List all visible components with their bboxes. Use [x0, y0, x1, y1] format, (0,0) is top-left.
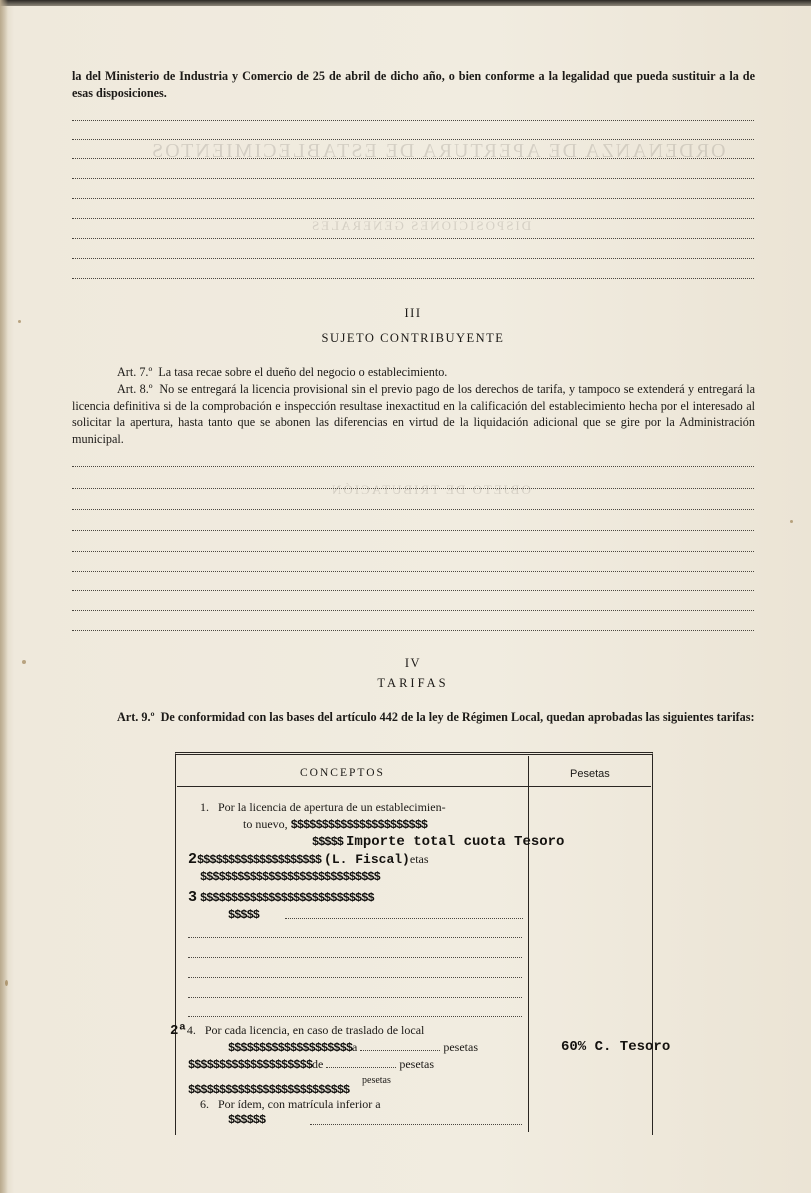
item-4-typed-mark: 2ª [170, 1023, 187, 1039]
item-6-text: Por ídem, con matrícula inferior a [218, 1097, 381, 1111]
article-7 [72, 364, 755, 381]
item-2-typed-note: (L. Fiscal) [324, 852, 410, 867]
fill-line [72, 530, 754, 531]
item-2-strikeout: $$$$$$$$$$$$$$$$$$$$ [197, 853, 322, 867]
item-2-line-b [200, 867, 380, 886]
item-1-typed-note: Importe total cuota Tesoro [346, 834, 565, 850]
bleed-through-title: ORDENANZA DE APERTURA DE ESTABLECIMIENTOS [150, 140, 726, 162]
section-3-number: III [404, 306, 422, 320]
art8-label: Art. 8.º [117, 382, 153, 396]
table-fill-line [188, 1016, 522, 1017]
column-header-pesetas: Pesetas [570, 768, 610, 780]
fill-line [72, 466, 754, 467]
art8-text: No se entregará la licencia provisional sin el previo pago de los derechos de tarifa, y tampoco se extenderá y entregará la licencia definitiva si de la comprobación e inspección resultase inexactitud en la calificación del establecimiento hecha por el interesado al solicitar la apertura, hasta tanto que se abonen las diferencias en virtud de la liquidación adicional que se gire por la Administración municipal. [72, 382, 755, 446]
item-3-fill-dots [285, 918, 523, 919]
item-1-line-c [312, 832, 564, 851]
paper-speck [5, 980, 8, 986]
item-1-number: 1. [200, 800, 209, 814]
fill-line [72, 198, 754, 199]
page-top-edge [0, 0, 811, 6]
fill-line [72, 218, 754, 219]
table-fill-line [188, 937, 522, 938]
fill-line [72, 158, 754, 159]
item-3-strikeout-b: $$$$$ [228, 908, 260, 922]
section-4-number: IV [404, 656, 422, 670]
item-4-typed-value: 60% C. Tesoro [561, 1039, 671, 1055]
section-3-title: SUJETO CONTRIBUYENTE [321, 331, 505, 345]
table-fill-line [188, 977, 522, 978]
paper-speck [18, 320, 21, 323]
item-4-pesetas-c: pesetas [362, 1075, 391, 1086]
article-8 [72, 381, 755, 447]
fill-line [72, 488, 754, 489]
art7-label: Art. 7.º [117, 365, 153, 379]
bleed-through-heading: OBJETO DE TRIBUTACIÓN [330, 482, 531, 497]
fill-line [72, 610, 754, 611]
item-2-typed-number: 2 [188, 851, 198, 868]
item-4-text: Por cada licencia, en caso de traslado de local [204, 1023, 425, 1037]
section-4-title: TARIFAS [377, 676, 449, 690]
item-4-pesetas-b: pesetas [399, 1057, 435, 1071]
item-2-suffix: etas [409, 852, 429, 866]
article-9 [72, 709, 755, 726]
fill-line [72, 139, 754, 140]
item-6-line-b [228, 1110, 265, 1129]
paper-speck [22, 660, 26, 664]
intro-paragraph [72, 68, 755, 101]
art9-label: Art. 9.º [117, 710, 155, 724]
item-4-word-b: de [312, 1057, 324, 1071]
item-1-line-a [200, 798, 446, 816]
item-4-line-c [188, 1055, 434, 1074]
item-4-word-a: a [352, 1040, 358, 1054]
item-4-pesetas-a: pesetas [443, 1040, 479, 1054]
art9-text: De conformidad con las bases del artículo 442 de la ley de Régimen Local, quedan aprobadas las siguientes tarifas: [160, 710, 755, 724]
table-fill-line [188, 997, 522, 998]
art7-text: La tasa recae sobre el dueño del negocio o establecimiento. [158, 365, 448, 379]
column-header-conceptos: CONCEPTOS [300, 767, 385, 779]
table-fill-line [188, 957, 522, 958]
table-column-divider [528, 756, 529, 1132]
table-header-divider [177, 786, 651, 787]
item-4-strikeout-a: $$$$$$$$$$$$$$$$$$$$ [228, 1041, 353, 1055]
item-1-text-b: to nuevo, [243, 817, 288, 831]
item-6-number: 6. [200, 1097, 209, 1111]
item-1-strikeout-a: $$$$$$$$$$$$$$$$$$$$$$ [290, 818, 428, 832]
fill-line [72, 120, 754, 121]
item-3-strikeout: $$$$$$$$$$$$$$$$$$$$$$$$$$$$ [200, 891, 374, 905]
fill-line [72, 258, 754, 259]
fill-line [72, 571, 754, 572]
item-2-strikeout-b: $$$$$$$$$$$$$$$$$$$$$$$$$$$$$ [200, 870, 380, 884]
item-3-line-a [188, 888, 374, 907]
item-4-strikeout-c: $$$$$$$$$$$$$$$$$$$$$$$$$$ [188, 1083, 350, 1097]
fill-line [72, 178, 754, 179]
item-3-typed-number: 3 [188, 889, 198, 906]
item-6-fill-dots [310, 1124, 522, 1125]
page-binding-edge [0, 0, 8, 1193]
item-3-line-b [228, 905, 259, 924]
fill-line [72, 278, 754, 279]
fill-line [72, 590, 754, 591]
item-4-number: 4. [186, 1023, 196, 1037]
item-1-text-a: Por la licencia de apertura de un establecimien- [218, 800, 446, 814]
fill-line [72, 509, 754, 510]
paper-speck [790, 520, 793, 523]
intro-text: la del Ministerio de Industria y Comercio de 25 de abril de dicho año, o bien conforme a la legalidad que pueda sustituir a la de esas disposiciones. [72, 69, 755, 100]
item-4-strikeout-b: $$$$$$$$$$$$$$$$$$$$ [188, 1058, 313, 1072]
item-1-strikeout-b: $$$$$ [312, 835, 344, 849]
fill-line [72, 551, 754, 552]
fill-line [72, 238, 754, 239]
item-6-strikeout: $$$$$$ [228, 1113, 266, 1127]
bleed-through-subtitle: DISPOSICIONES GENERALES [310, 218, 532, 233]
fill-line [72, 630, 754, 631]
